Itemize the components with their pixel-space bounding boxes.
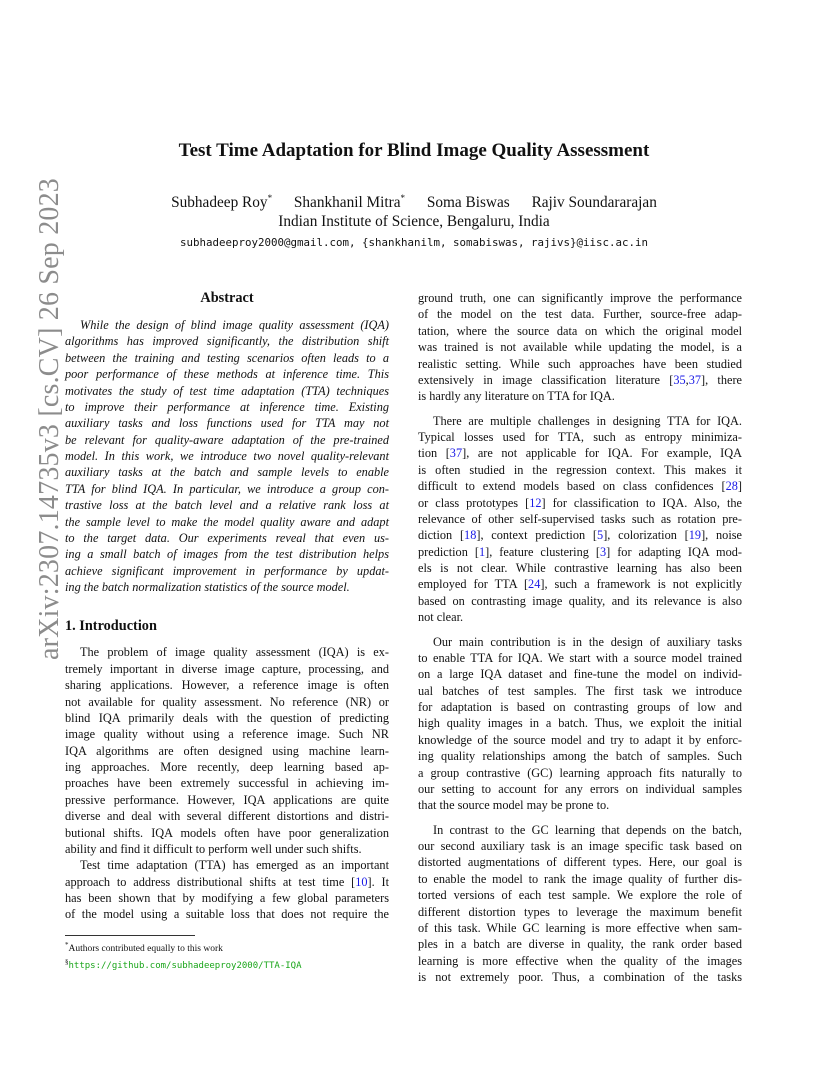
text-fragment: ], are not applicable for IQA. For example, IQA (462, 446, 742, 461)
author-2-mark: * (400, 193, 406, 203)
body-line: els is not clear. While contrastive learning has also been (418, 561, 742, 575)
citation-link[interactable]: 28 (725, 479, 738, 494)
body-line: of this task. While GC learning is more effective when sam- (418, 920, 742, 935)
body-line: ples in a batch are diverse in quality, the rank order based (418, 937, 742, 952)
intro-line: pressive performance. However, IQA applications are quite (65, 792, 389, 807)
body-line: torted versions of each test sample. We explore the role of (418, 888, 742, 903)
introduction-heading: 1. Introduction (65, 618, 157, 635)
github-link[interactable]: https://github.com/subhadeeproy2000/TTA-IQA (68, 961, 302, 972)
citation-link[interactable]: 1 (478, 544, 486, 559)
body-line (418, 478, 742, 494)
arxiv-identifier: arXiv:2307.14735v3 [cs.CV] 26 Sep 2023 (34, 177, 65, 660)
citation-link[interactable]: 5 (597, 528, 604, 543)
abstract-body (65, 317, 389, 595)
abstract-line: to improve their performance at inference time. Existing (65, 399, 389, 414)
left-column (65, 288, 389, 923)
intro-line: tremely important in diverse image capture, processing, and (65, 661, 389, 676)
right-column (418, 290, 742, 985)
body-line: ual batches of test samples. The first task we introduce (418, 683, 742, 698)
affiliation: Indian Institute of Science, Bengaluru, India (278, 213, 550, 230)
citation-link[interactable]: 37 (688, 372, 701, 387)
intro-line: sharing applications. However, a reference image is often (65, 678, 389, 693)
text-fragment: ], colorization [ (603, 528, 689, 543)
body-line: not clear. (418, 610, 464, 625)
author-4: Rajiv Soundararajan (531, 194, 657, 212)
author-2 (294, 194, 405, 211)
intro-line: IQA algorithms are often designed using machine learn- (65, 743, 389, 758)
abstract-line: ing a small batch of images from the test distribution helps (65, 547, 389, 562)
abstract-line: TTA for blind IQA. In particular, we introduce a group con- (65, 481, 389, 496)
footnote-mark: § (65, 958, 69, 967)
abstract-line: poor performance of these methods at inference time. This (65, 367, 389, 382)
author-list (0, 193, 828, 212)
author-emails: subhadeeproy2000@gmail.com, {shankhanilm, somabiswas, rajivs}@iisc.ac.in (179, 236, 649, 249)
intro-line: image quality without using a reference image. Such NR (65, 727, 389, 742)
citation-link[interactable]: 12 (529, 495, 542, 510)
intro-line: The problem of image quality assessment (IQA) is ex- (80, 645, 389, 660)
footnote-text: Authors contributed equally to this work (68, 944, 223, 955)
body-line: for adaptation is based on contrasting groups of low and (418, 700, 742, 714)
body-line: is often studied in the regression context. This makes it (418, 462, 742, 477)
intro-line (65, 874, 389, 890)
text-fragment: ] for adapting IQA mod- (606, 544, 742, 559)
text-fragment: ] for classification to IQA. Also, the (541, 495, 742, 510)
body-line: to enable TTA for IQA. We start with a source model trained (418, 650, 742, 665)
body-line: a group contrastive (GC) learning approach fits naturally to (418, 765, 742, 780)
text-fragment: approach to address distributional shifts at test time [ (65, 874, 356, 889)
body-line: of the model on the test data. Further, source-free adap- (418, 307, 742, 322)
body-line (418, 544, 742, 560)
text-fragment: ], such a framework is not explicitly (540, 577, 742, 592)
author-1 (171, 194, 272, 211)
body-line (418, 495, 742, 511)
paper-title: Test Time Adaptation for Blind Image Quality Assessment (178, 140, 650, 161)
body-line (418, 576, 742, 592)
author-3: Soma Biswas (426, 194, 510, 212)
abstract-line: model. In this work, we introduce two novel quality-relevant (65, 449, 389, 463)
text-fragment: tion [ (418, 446, 450, 461)
intro-line: diverse and deal with several different distortions and distri- (65, 809, 389, 824)
text-fragment: ] (737, 479, 742, 494)
citation-link[interactable]: 24 (528, 577, 541, 592)
citation-link[interactable]: 18 (464, 528, 477, 543)
text-fragment: employed for TTA [ (418, 577, 529, 592)
text-fragment: extensively in image classification literature [ (418, 372, 674, 387)
body-line: high quality images in a batch. Thus, we exploit the initial (418, 716, 742, 731)
body-line: based on contrasting image quality, and its relevance is also (418, 593, 742, 608)
body-line: our second auxiliary task is an image specific task based on (418, 839, 742, 853)
text-fragment: difficult to extend models based on class confidences [ (418, 479, 726, 494)
abstract-line: While the design of blind image quality assessment (IQA) (80, 318, 389, 332)
text-fragment: ], there (700, 372, 742, 387)
footnote-mark: * (65, 941, 69, 949)
intro-line: butional shifts. IQA models often have poor generalization (65, 825, 389, 840)
text-fragment: or class prototypes [ (418, 495, 530, 510)
abstract-line: ing the batch normalization statistics of the source model. (65, 580, 350, 594)
abstract-line: achieve significant improvement in performance by updat- (65, 563, 389, 578)
author-1-mark: * (267, 193, 273, 203)
body-line: Typical losses used for TTA, such as entropy minimiza- (418, 430, 742, 444)
body-line: Our main contribution is in the design of auxiliary tasks (433, 634, 742, 649)
body-line: realistic setting. While such approaches have been studied (418, 356, 742, 371)
body-line: to enable the model to rank the image quality of further dis- (418, 871, 742, 886)
abstract-line: be relevant for quality-aware adaptation of the pre-trained (65, 432, 389, 447)
body-line (418, 372, 742, 388)
abstract-line: trastive loss at the batch level and a relative rank loss at (65, 498, 389, 513)
text-fragment: ]. It (367, 874, 389, 889)
body-line: tation, where the source data on which the original model (418, 323, 742, 338)
body-line: There are multiple challenges in designing TTA for IQA. (433, 413, 742, 428)
body-line: knowledge of the source model and try to adapt it by enforc- (418, 732, 742, 747)
abstract-line: between the training and testing scenarios often leads to a (65, 350, 389, 365)
body-line: that the source model may be prone to. (418, 798, 610, 813)
body-line: learning is more effective when the quality of the images (418, 953, 742, 968)
abstract-line: auxiliary tasks and loss functions used for TTA may not (65, 416, 389, 431)
intro-line: blind IQA primarily deals with the question of predicting (65, 710, 389, 725)
footnote-code-link (65, 956, 302, 973)
author-2-name: Shankhanil Mitra (293, 194, 401, 212)
abstract-line: to the target data. Our experiments reveal that even us- (65, 530, 389, 545)
footnote-equal-contribution (65, 939, 302, 956)
intro-line: not available for quality assessment. No reference (NR) or (65, 694, 389, 709)
body-line: is not extremely poor. Thus, a combination of the tasks (418, 970, 742, 984)
abstract-line: algorithms has improved significantly, the distribution shift (65, 334, 389, 349)
body-line: on a large IQA dataset and fine-tune the model on individ- (418, 667, 742, 682)
citation-link[interactable]: 19 (688, 528, 702, 543)
citation-link[interactable]: 10 (355, 874, 368, 889)
body-line: In contrast to the GC learning that depends on the batch, (433, 822, 742, 837)
intro-line: ability and find it difficult to perform well under such shifts. (65, 841, 362, 856)
body-line: ground truth, one can significantly improve the performance (418, 291, 742, 305)
abstract-line: the sample level to make the model quality aware and adapt (65, 514, 389, 529)
text-fragment: prediction [ (418, 544, 479, 559)
body-line: is hardly any literature on TTA for IQA. (418, 389, 615, 404)
intro-line: has been shown that by modifying a few global parameters (65, 891, 389, 905)
text-fragment: ], context prediction [ (476, 528, 598, 543)
intro-line: Test time adaptation (TTA) has emerged as an important (80, 858, 389, 873)
intro-line: ing approaches. More recently, deep learning based ap- (65, 760, 389, 774)
author-1-name: Subhadeep Roy (171, 194, 268, 212)
body-line: our setting to account for any errors on individual samples (418, 781, 742, 796)
text-fragment: diction [ (418, 528, 465, 543)
text-fragment: ], noise (701, 528, 742, 543)
citation-link[interactable]: 3 (599, 544, 607, 559)
body-line: ing quality relationships among the batch of samples. Such (418, 749, 742, 764)
body-line: relevance of other self-supervised tasks such as rotation pre- (418, 511, 742, 526)
intro-line: of the model using a suitable loss that does not require the (65, 907, 389, 922)
abstract-line: auxiliary tasks at the batch and sample levels to enable (65, 465, 389, 480)
body-line: was trained is not available while updating the model, is a (418, 340, 742, 355)
text-fragment: ], feature clustering [ (485, 544, 600, 559)
footnotes (65, 939, 302, 973)
body-line (418, 445, 742, 461)
body-line (418, 527, 742, 543)
text-fragment: , (685, 372, 689, 387)
citation-link[interactable]: 37 (449, 446, 463, 461)
abstract-heading: Abstract (200, 290, 254, 306)
body-line: distorted augmentations of different types. Here, our goal is (418, 855, 742, 870)
citation-link[interactable]: 35 (673, 372, 686, 387)
abstract-line: motivates the study of test time adaptation (TTA) techniques (65, 383, 389, 398)
body-line: different distortion types to leverage the maximum benefit (418, 904, 742, 919)
intro-line: proaches have been extremely successful in achieving im- (65, 776, 389, 791)
footnote-divider (65, 935, 195, 936)
